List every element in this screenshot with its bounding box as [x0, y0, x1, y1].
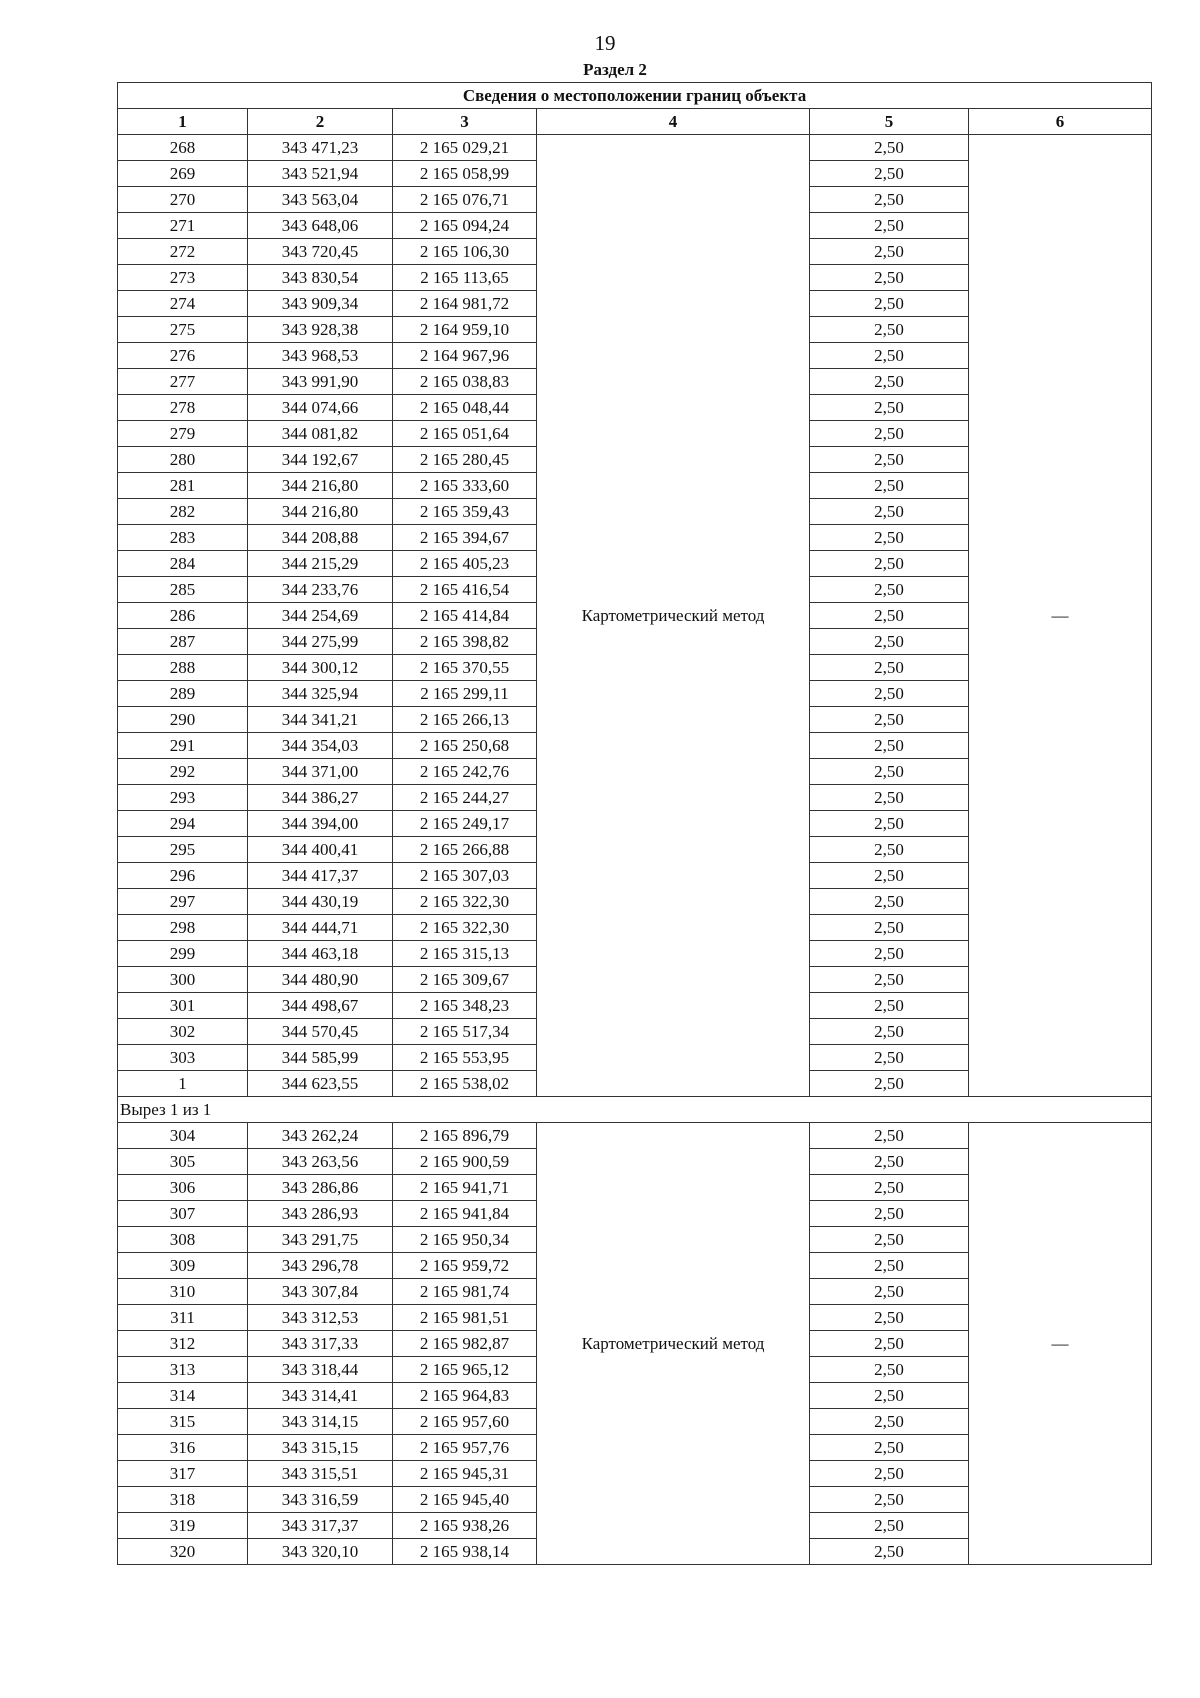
coordinate-x: 344 341,21: [248, 707, 393, 733]
point-number: 294: [118, 811, 248, 837]
precision-value: 2,50: [810, 473, 969, 499]
precision-value: 2,50: [810, 915, 969, 941]
precision-value: 2,50: [810, 1305, 969, 1331]
point-number: 309: [118, 1253, 248, 1279]
coordinate-y: 2 165 416,54: [393, 577, 537, 603]
coordinate-x: 343 316,59: [248, 1487, 393, 1513]
point-number: 276: [118, 343, 248, 369]
point-number: 288: [118, 655, 248, 681]
point-number: 273: [118, 265, 248, 291]
coordinate-x: 343 648,06: [248, 213, 393, 239]
point-number: 287: [118, 629, 248, 655]
point-number: 269: [118, 161, 248, 187]
coordinate-y: 2 165 965,12: [393, 1357, 537, 1383]
coordinate-x: 343 263,56: [248, 1149, 393, 1175]
coordinate-y: 2 165 051,64: [393, 421, 537, 447]
section-title: Раздел 2: [583, 60, 647, 79]
table-row: [118, 135, 1152, 161]
coordinate-x: 344 233,76: [248, 577, 393, 603]
coordinate-y: 2 165 945,31: [393, 1461, 537, 1487]
precision-value: 2,50: [810, 551, 969, 577]
table-caption-row: [118, 83, 1152, 109]
coordinate-x: 343 315,15: [248, 1435, 393, 1461]
coordinate-x: 344 444,71: [248, 915, 393, 941]
coordinate-x: 343 991,90: [248, 369, 393, 395]
coordinate-x: 343 720,45: [248, 239, 393, 265]
coordinate-y: 2 165 094,24: [393, 213, 537, 239]
precision-value: 2,50: [810, 811, 969, 837]
point-number: 319: [118, 1513, 248, 1539]
point-number: 285: [118, 577, 248, 603]
point-number: 311: [118, 1305, 248, 1331]
precision-value: 2,50: [810, 1539, 969, 1565]
point-number: 278: [118, 395, 248, 421]
column-header: 1: [118, 109, 248, 135]
column-header: 6: [969, 109, 1152, 135]
column-header: 3: [393, 109, 537, 135]
point-number: 317: [118, 1461, 248, 1487]
precision-value: 2,50: [810, 1253, 969, 1279]
boundary-coordinates-table: [117, 82, 1152, 1565]
point-number: 306: [118, 1175, 248, 1201]
coordinate-x: 343 314,41: [248, 1383, 393, 1409]
point-number: 279: [118, 421, 248, 447]
coordinate-x: 343 563,04: [248, 187, 393, 213]
point-number: 293: [118, 785, 248, 811]
coordinate-y: 2 165 964,83: [393, 1383, 537, 1409]
table-row: [118, 1123, 1152, 1149]
precision-value: 2,50: [810, 863, 969, 889]
point-number: 291: [118, 733, 248, 759]
coordinate-y: 2 165 299,11: [393, 681, 537, 707]
coordinate-y: 2 165 538,02: [393, 1071, 537, 1097]
coordinate-y: 2 165 244,27: [393, 785, 537, 811]
point-number: 318: [118, 1487, 248, 1513]
coordinate-y: 2 164 981,72: [393, 291, 537, 317]
coordinate-x: 343 928,38: [248, 317, 393, 343]
point-number: 316: [118, 1435, 248, 1461]
point-number: 307: [118, 1201, 248, 1227]
point-number: 320: [118, 1539, 248, 1565]
precision-value: 2,50: [810, 343, 969, 369]
point-number: 298: [118, 915, 248, 941]
coordinate-x: 343 296,78: [248, 1253, 393, 1279]
precision-value: 2,50: [810, 1331, 969, 1357]
point-number: 292: [118, 759, 248, 785]
coordinate-x: 343 521,94: [248, 161, 393, 187]
coordinate-y: 2 165 113,65: [393, 265, 537, 291]
coordinate-x: 344 208,88: [248, 525, 393, 551]
coordinate-y: 2 165 945,40: [393, 1487, 537, 1513]
point-number: 289: [118, 681, 248, 707]
point-number: 305: [118, 1149, 248, 1175]
coordinate-y: 2 165 981,74: [393, 1279, 537, 1305]
coordinate-y: 2 165 307,03: [393, 863, 537, 889]
precision-value: 2,50: [810, 421, 969, 447]
coordinate-x: 344 400,41: [248, 837, 393, 863]
precision-value: 2,50: [810, 655, 969, 681]
coordinate-x: 343 312,53: [248, 1305, 393, 1331]
coordinate-x: 344 463,18: [248, 941, 393, 967]
coordinate-y: 2 165 950,34: [393, 1227, 537, 1253]
precision-value: 2,50: [810, 1409, 969, 1435]
coordinate-x: 344 254,69: [248, 603, 393, 629]
coordinate-y: 2 165 076,71: [393, 187, 537, 213]
coordinate-y: 2 165 322,30: [393, 889, 537, 915]
precision-value: 2,50: [810, 707, 969, 733]
precision-value: 2,50: [810, 1461, 969, 1487]
column-header: 5: [810, 109, 969, 135]
point-number: 302: [118, 1019, 248, 1045]
coordinate-y: 2 165 553,95: [393, 1045, 537, 1071]
coordinate-x: 343 286,86: [248, 1175, 393, 1201]
coordinate-y: 2 165 322,30: [393, 915, 537, 941]
point-number: 274: [118, 291, 248, 317]
coordinate-x: 344 081,82: [248, 421, 393, 447]
coordinate-x: 344 074,66: [248, 395, 393, 421]
coordinate-y: 2 165 398,82: [393, 629, 537, 655]
precision-value: 2,50: [810, 213, 969, 239]
precision-value: 2,50: [810, 577, 969, 603]
point-number: 272: [118, 239, 248, 265]
precision-value: 2,50: [810, 1045, 969, 1071]
precision-value: 2,50: [810, 187, 969, 213]
coordinate-y: 2 165 517,34: [393, 1019, 537, 1045]
precision-value: 2,50: [810, 603, 969, 629]
method-cell: Картометрический метод: [537, 1123, 810, 1565]
coordinate-y: 2 165 900,59: [393, 1149, 537, 1175]
point-number: 314: [118, 1383, 248, 1409]
precision-value: 2,50: [810, 1487, 969, 1513]
precision-value: 2,50: [810, 317, 969, 343]
point-number: 268: [118, 135, 248, 161]
coordinate-x: 344 394,00: [248, 811, 393, 837]
coordinate-x: 344 216,80: [248, 499, 393, 525]
coordinate-y: 2 165 249,17: [393, 811, 537, 837]
point-number: 299: [118, 941, 248, 967]
coordinate-y: 2 165 266,88: [393, 837, 537, 863]
precision-value: 2,50: [810, 1071, 969, 1097]
precision-value: 2,50: [810, 135, 969, 161]
point-number: 282: [118, 499, 248, 525]
coordinate-y: 2 165 058,99: [393, 161, 537, 187]
coordinate-y: 2 165 896,79: [393, 1123, 537, 1149]
coordinate-y: 2 165 359,43: [393, 499, 537, 525]
coordinate-x: 344 585,99: [248, 1045, 393, 1071]
description-cell: —: [969, 1123, 1152, 1565]
coordinate-x: 344 430,19: [248, 889, 393, 915]
coordinate-y: 2 165 280,45: [393, 447, 537, 473]
point-number: 312: [118, 1331, 248, 1357]
coordinate-x: 344 300,12: [248, 655, 393, 681]
coordinate-y: 2 165 981,51: [393, 1305, 537, 1331]
coordinate-x: 344 623,55: [248, 1071, 393, 1097]
coordinate-x: 343 291,75: [248, 1227, 393, 1253]
coordinate-y: 2 165 250,68: [393, 733, 537, 759]
precision-value: 2,50: [810, 1175, 969, 1201]
coordinate-y: 2 165 333,60: [393, 473, 537, 499]
coordinate-x: 343 830,54: [248, 265, 393, 291]
precision-value: 2,50: [810, 733, 969, 759]
coordinate-y: 2 165 982,87: [393, 1331, 537, 1357]
page-number: 19: [594, 31, 616, 55]
point-number: 277: [118, 369, 248, 395]
coordinate-x: 343 262,24: [248, 1123, 393, 1149]
coordinate-y: 2 165 414,84: [393, 603, 537, 629]
coordinate-x: 343 286,93: [248, 1201, 393, 1227]
point-number: 280: [118, 447, 248, 473]
precision-value: 2,50: [810, 1435, 969, 1461]
coordinate-x: 343 307,84: [248, 1279, 393, 1305]
precision-value: 2,50: [810, 889, 969, 915]
precision-value: 2,50: [810, 161, 969, 187]
coordinate-x: 344 570,45: [248, 1019, 393, 1045]
table-caption: Сведения о местоположении границ объекта: [118, 83, 1152, 109]
coordinate-x: 343 317,33: [248, 1331, 393, 1357]
cutout-label-row: [118, 1097, 1152, 1123]
column-header: 4: [537, 109, 810, 135]
coordinate-x: 343 320,10: [248, 1539, 393, 1565]
precision-value: 2,50: [810, 499, 969, 525]
coordinate-y: 2 165 315,13: [393, 941, 537, 967]
precision-value: 2,50: [810, 941, 969, 967]
coordinate-y: 2 165 941,71: [393, 1175, 537, 1201]
precision-value: 2,50: [810, 447, 969, 473]
precision-value: 2,50: [810, 239, 969, 265]
coordinate-x: 344 498,67: [248, 993, 393, 1019]
precision-value: 2,50: [810, 759, 969, 785]
precision-value: 2,50: [810, 525, 969, 551]
point-number: 304: [118, 1123, 248, 1149]
coordinate-x: 344 216,80: [248, 473, 393, 499]
point-number: 270: [118, 187, 248, 213]
point-number: 300: [118, 967, 248, 993]
precision-value: 2,50: [810, 369, 969, 395]
point-number: 315: [118, 1409, 248, 1435]
column-number-row: [118, 109, 1152, 135]
coordinate-y: 2 164 967,96: [393, 343, 537, 369]
point-number: 281: [118, 473, 248, 499]
precision-value: 2,50: [810, 1123, 969, 1149]
coordinate-x: 344 386,27: [248, 785, 393, 811]
precision-value: 2,50: [810, 837, 969, 863]
coordinate-x: 344 371,00: [248, 759, 393, 785]
coordinate-y: 2 165 038,83: [393, 369, 537, 395]
point-number: 297: [118, 889, 248, 915]
point-number: 284: [118, 551, 248, 577]
point-number: 275: [118, 317, 248, 343]
precision-value: 2,50: [810, 1149, 969, 1175]
coordinate-y: 2 165 242,76: [393, 759, 537, 785]
precision-value: 2,50: [810, 1357, 969, 1383]
point-number: 303: [118, 1045, 248, 1071]
precision-value: 2,50: [810, 967, 969, 993]
coordinate-x: 344 417,37: [248, 863, 393, 889]
precision-value: 2,50: [810, 1279, 969, 1305]
coordinate-y: 2 165 309,67: [393, 967, 537, 993]
coordinate-x: 344 215,29: [248, 551, 393, 577]
coordinate-x: 344 192,67: [248, 447, 393, 473]
point-number: 1: [118, 1071, 248, 1097]
precision-value: 2,50: [810, 1201, 969, 1227]
point-number: 271: [118, 213, 248, 239]
coordinate-y: 2 164 959,10: [393, 317, 537, 343]
coordinate-y: 2 165 941,84: [393, 1201, 537, 1227]
coordinate-x: 344 275,99: [248, 629, 393, 655]
precision-value: 2,50: [810, 1513, 969, 1539]
coordinate-y: 2 165 048,44: [393, 395, 537, 421]
coordinate-y: 2 165 394,67: [393, 525, 537, 551]
coordinate-y: 2 165 959,72: [393, 1253, 537, 1279]
coordinate-y: 2 165 957,76: [393, 1435, 537, 1461]
precision-value: 2,50: [810, 681, 969, 707]
coordinate-y: 2 165 370,55: [393, 655, 537, 681]
point-number: 295: [118, 837, 248, 863]
coordinate-y: 2 165 938,26: [393, 1513, 537, 1539]
precision-value: 2,50: [810, 265, 969, 291]
cutout-label: Вырез 1 из 1: [118, 1097, 1152, 1123]
coordinate-x: 343 317,37: [248, 1513, 393, 1539]
coordinate-y: 2 165 106,30: [393, 239, 537, 265]
precision-value: 2,50: [810, 993, 969, 1019]
point-number: 308: [118, 1227, 248, 1253]
coordinate-x: 344 480,90: [248, 967, 393, 993]
method-cell: Картометрический метод: [537, 135, 810, 1097]
coordinate-x: 343 968,53: [248, 343, 393, 369]
point-number: 290: [118, 707, 248, 733]
coordinate-x: 343 909,34: [248, 291, 393, 317]
precision-value: 2,50: [810, 1019, 969, 1045]
coordinate-y: 2 165 266,13: [393, 707, 537, 733]
coordinate-y: 2 165 405,23: [393, 551, 537, 577]
precision-value: 2,50: [810, 1227, 969, 1253]
coordinate-y: 2 165 938,14: [393, 1539, 537, 1565]
precision-value: 2,50: [810, 1383, 969, 1409]
point-number: 283: [118, 525, 248, 551]
coordinate-x: 343 315,51: [248, 1461, 393, 1487]
coordinate-x: 343 318,44: [248, 1357, 393, 1383]
coordinate-x: 344 325,94: [248, 681, 393, 707]
precision-value: 2,50: [810, 395, 969, 421]
coordinate-x: 344 354,03: [248, 733, 393, 759]
point-number: 313: [118, 1357, 248, 1383]
point-number: 310: [118, 1279, 248, 1305]
coordinate-y: 2 165 957,60: [393, 1409, 537, 1435]
coordinate-y: 2 165 348,23: [393, 993, 537, 1019]
coordinate-x: 343 471,23: [248, 135, 393, 161]
precision-value: 2,50: [810, 785, 969, 811]
coordinate-x: 343 314,15: [248, 1409, 393, 1435]
precision-value: 2,50: [810, 629, 969, 655]
point-number: 301: [118, 993, 248, 1019]
point-number: 296: [118, 863, 248, 889]
precision-value: 2,50: [810, 291, 969, 317]
description-cell: —: [969, 135, 1152, 1097]
column-header: 2: [248, 109, 393, 135]
point-number: 286: [118, 603, 248, 629]
coordinate-y: 2 165 029,21: [393, 135, 537, 161]
